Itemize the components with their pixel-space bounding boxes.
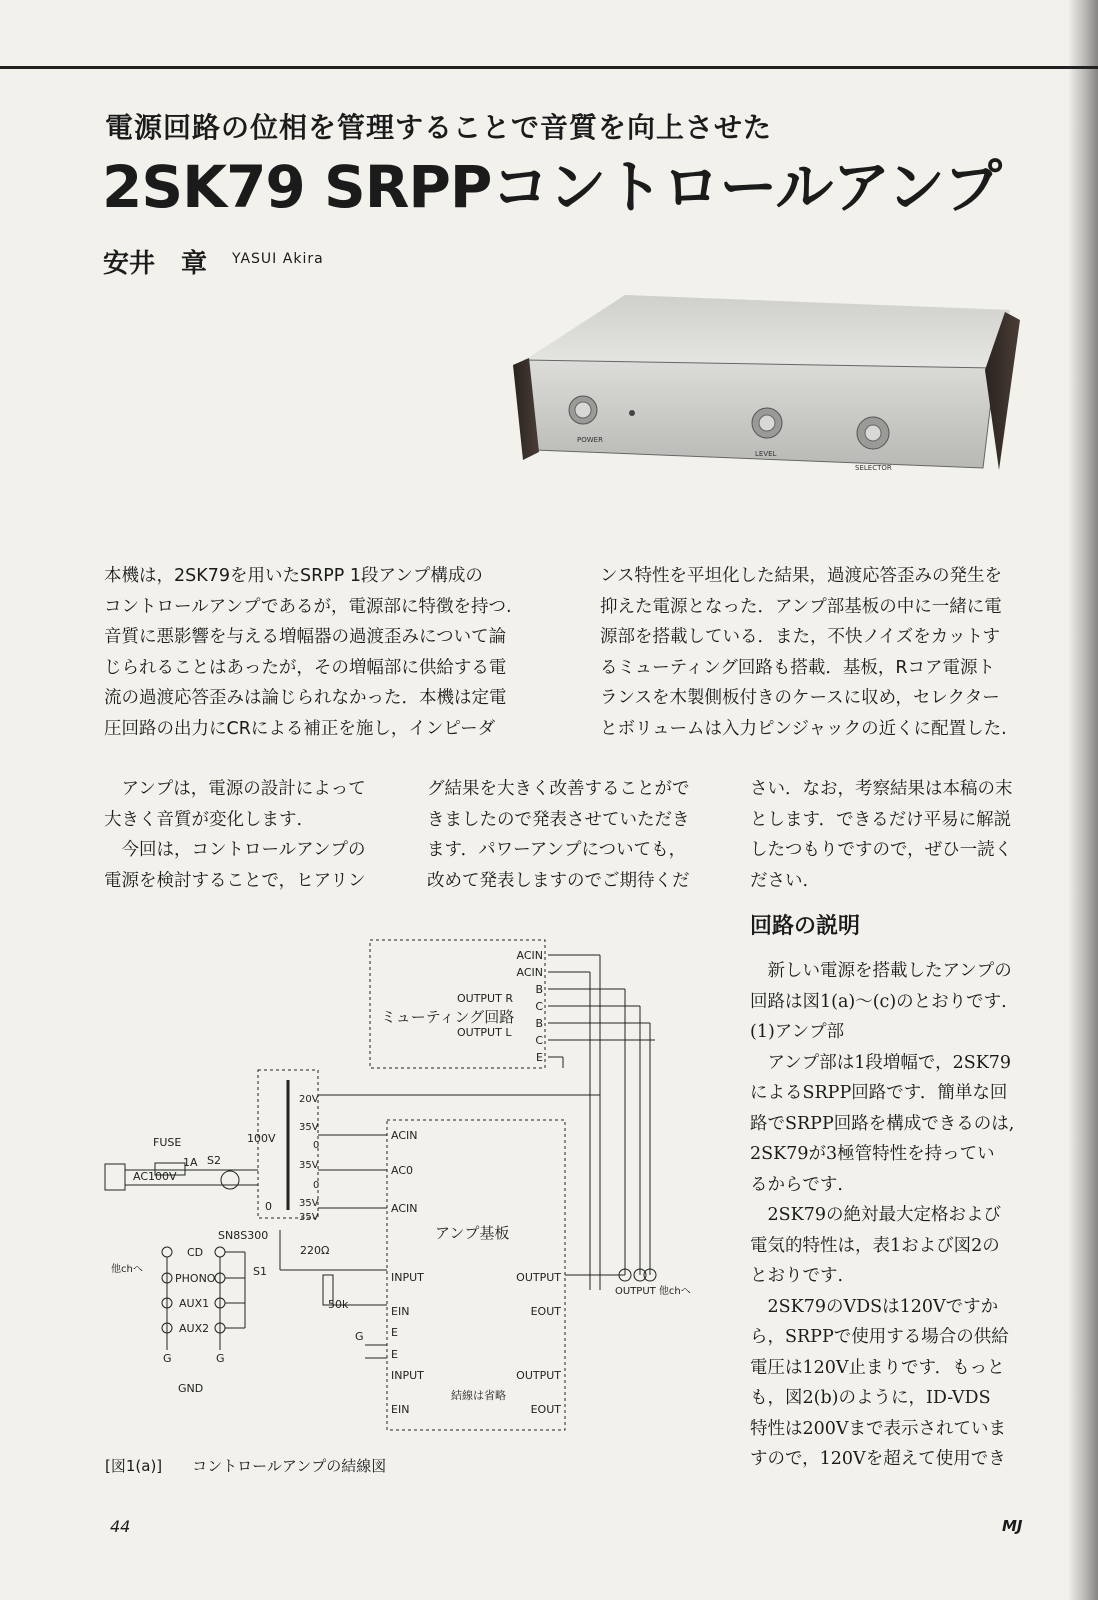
svg-text:E: E: [391, 1326, 398, 1339]
power-led-dot: [629, 410, 635, 416]
power-label: POWER: [577, 436, 603, 444]
svg-text:0: 0: [313, 1140, 320, 1151]
svg-text:C: C: [535, 1000, 543, 1013]
abstract-col-2: ンス特性を平坦化した結果，過渡応答歪みの発生を 抑えた電源となった．アンプ部基板の中に一緒に電 源部を搭載している．また，不快ノイズをカットす るミューティング回路も搭載．基板，Rコア電源ト ランスを木製側板付きのケースに収め，セレクター とボリュームは入力ピンジャックの近くに配置した.: [600, 566, 1007, 739]
svg-text:INPUT: INPUT: [391, 1369, 424, 1382]
svg-text:AUX2: AUX2: [179, 1322, 210, 1335]
body-col-3-bottom: 新しい電源を搭載したアンプの 回路は図1(a)～(c)のとおりです. (1)アンプ部 アンプ部は1段増幅で，2SK79 によるSRPP回路です．簡単な回 路でSRPP回路を構成できるのは, 2SK79が3極管特性を持ってい るからです. 2SK79の絶対最大定格および 電気的特性は，表1および図2の とおりです. 2SK79のVDSは120Vですか ら，SRPPで使用する場合の供給 電圧は120V止まりです．もっと も，図2(b)のように，ID-VDS 特性は200Vまで表示されていま すので，120Vを超えて使用でき: [750, 961, 1015, 1469]
page-number: 44: [110, 1517, 131, 1536]
binding-shadow: [1068, 0, 1098, 1600]
svg-text:35V: 35V: [299, 1198, 319, 1209]
svg-text:220Ω: 220Ω: [300, 1244, 330, 1257]
svg-text:0: 0: [265, 1200, 272, 1213]
svg-text:OUTPUT: OUTPUT: [516, 1369, 561, 1382]
author-roman-name: YASUI Akira: [232, 251, 324, 267]
power-knob: [569, 396, 597, 424]
svg-text:AC0: AC0: [391, 1164, 414, 1177]
abstract-col-1: 本機は，2SK79を用いたSRPP 1段アンプ構成の コントロールアンプであるが，電源部に特徴を持つ. 音質に悪影響を与える増幅器の過渡歪みについて論 じられることはあったが，その増幅部に供給する電 流の過渡応答歪みは論じられなかった．本機は定電 圧回路の出力にCRによる補正を施し，インピーダ: [104, 566, 512, 739]
selector-knob: [857, 417, 889, 449]
svg-text:OUTPUT R: OUTPUT R: [457, 992, 513, 1005]
body-col-3-top: さい．なお，考察結果は本稿の末 とします．できるだけ平易に解説 したつもりですので，ぜひ一読く ださい.: [750, 779, 1013, 891]
svg-text:20V: 20V: [299, 1094, 319, 1105]
header-rule: [0, 66, 1098, 69]
svg-text:SN8S300: SN8S300: [218, 1229, 269, 1242]
svg-text:B: B: [535, 983, 543, 996]
svg-text:OUTPUT: OUTPUT: [516, 1271, 561, 1284]
caption-text: コントロールアンプの結線図: [192, 1457, 387, 1475]
svg-text:G: G: [216, 1352, 225, 1365]
svg-text:CD: CD: [187, 1246, 204, 1259]
svg-text:OUTPUT 他chへ: OUTPUT 他chへ: [615, 1286, 691, 1297]
svg-text:100V: 100V: [247, 1132, 276, 1145]
svg-text:S2: S2: [207, 1154, 221, 1167]
svg-text:ACIN: ACIN: [391, 1202, 418, 1215]
svg-text:EOUT: EOUT: [530, 1305, 561, 1318]
svg-text:ACIN: ACIN: [391, 1129, 418, 1142]
svg-text:35V: 35V: [299, 1160, 319, 1171]
svg-text:S1: S1: [253, 1265, 267, 1278]
svg-text:結線は省略: 結線は省略: [451, 1389, 506, 1402]
svg-text:PHONO: PHONO: [175, 1272, 216, 1285]
svg-text:EOUT: EOUT: [530, 1403, 561, 1416]
svg-text:ACIN: ACIN: [516, 966, 543, 979]
surge-absorber-symbol: [221, 1171, 239, 1189]
article-title: 2SK79 SRPPコントロールアンプ: [102, 153, 1001, 221]
svg-text:35V: 35V: [299, 1122, 319, 1133]
section-heading: 回路の説明: [750, 914, 861, 939]
svg-text:1A: 1A: [183, 1156, 198, 1169]
caption-label: [図1(a)]: [105, 1457, 163, 1475]
article-subtitle: 電源回路の位相を管理することで音質を向上させた: [105, 111, 773, 144]
svg-text:B: B: [535, 1017, 543, 1030]
magazine-mark: MJ: [1002, 1517, 1023, 1535]
ac-plug-symbol: [105, 1164, 125, 1190]
level-knob: [752, 408, 782, 438]
svg-text:0: 0: [313, 1180, 320, 1191]
level-label: LEVEL: [755, 450, 777, 458]
figure-caption: [105, 1455, 386, 1476]
svg-text:ミューティング回路: ミューティング回路: [381, 1008, 515, 1026]
svg-text:アンプ基板: アンプ基板: [435, 1224, 510, 1242]
svg-text:50k: 50k: [328, 1298, 349, 1311]
svg-text:35V: 35V: [299, 1212, 319, 1223]
svg-text:FUSE: FUSE: [153, 1136, 182, 1149]
body-col-2: グ結果を大きく改善することがで きましたので発表させていただき ます．パワーアンプについても， 改めて発表しますのでご期待くだ: [427, 779, 690, 891]
svg-text:G: G: [163, 1352, 172, 1365]
svg-text:AUX1: AUX1: [179, 1297, 210, 1310]
svg-text:E: E: [391, 1348, 398, 1361]
svg-text:E: E: [536, 1051, 543, 1064]
svg-text:ACIN: ACIN: [516, 949, 543, 962]
wiring-diagram: [95, 930, 691, 1450]
chassis-top: [525, 295, 1010, 368]
svg-text:GND: GND: [178, 1382, 204, 1395]
svg-text:G: G: [355, 1330, 364, 1343]
svg-text:OUTPUT L: OUTPUT L: [457, 1026, 512, 1039]
author-name: 安井 章: [103, 249, 208, 279]
svg-text:EIN: EIN: [391, 1403, 410, 1416]
svg-text:AC100V: AC100V: [133, 1170, 177, 1183]
svg-text:EIN: EIN: [391, 1305, 410, 1318]
body-col-1: アンプは，電源の設計によって 大きく音質が変化します. 今回は，コントロールアンプの 電源を検討することで，ヒアリン: [104, 779, 366, 891]
svg-text:C: C: [535, 1034, 543, 1047]
svg-text:他chへ: 他chへ: [111, 1264, 143, 1275]
selector-label: SELECTOR: [855, 464, 892, 472]
svg-text:INPUT: INPUT: [391, 1271, 424, 1284]
amplifier-photo: [505, 290, 1035, 490]
